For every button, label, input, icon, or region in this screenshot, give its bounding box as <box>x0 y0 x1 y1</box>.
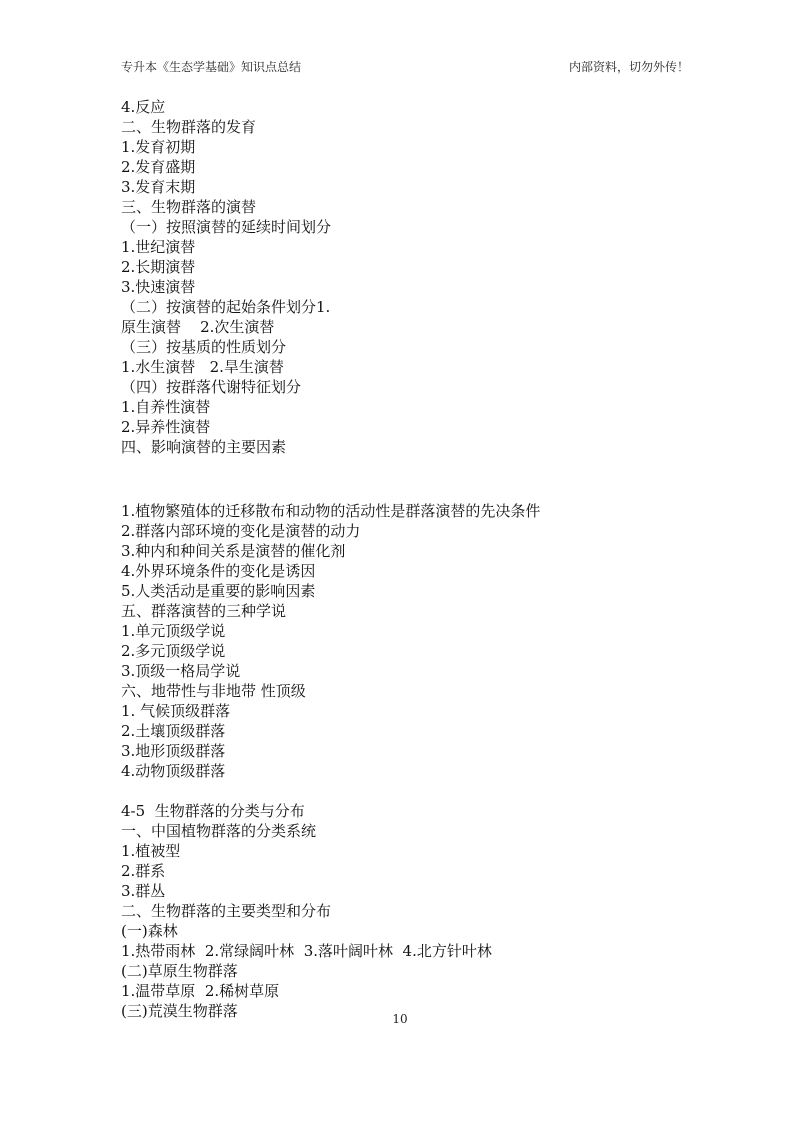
text-line: 1.世纪演替 <box>121 238 196 256</box>
text-block-factors <box>121 501 721 781</box>
text-line: 1. 气候顶级群落 <box>121 702 231 720</box>
text-block-succession <box>121 97 721 457</box>
text-line: 4.外界环境条件的变化是诱因 <box>121 562 316 580</box>
text-line: 2.群落内部环境的变化是演替的动力 <box>121 522 361 540</box>
text-line: 3.顶级一格局学说 <box>121 662 241 680</box>
text-line: （一）按照演替的延续时间划分 <box>121 218 332 236</box>
text-line: 2.群系 <box>121 862 166 880</box>
text-line: 1.植被型 <box>121 842 181 860</box>
text-line: 二、生物群落的发育 <box>121 118 257 136</box>
text-line: 1.自养性演替 <box>121 398 211 416</box>
text-line: 3.地形顶级群落 <box>121 742 226 760</box>
text-line: 一、中国植物群落的分类系统 <box>121 822 317 840</box>
text-line: 2.土壤顶级群落 <box>121 722 226 740</box>
document-body <box>121 97 721 1021</box>
text-line: 4-5 生物群落的分类与分布 <box>121 802 305 820</box>
text-line: (二)草原生物群落 <box>121 962 238 980</box>
text-line: 1.水生演替 2.旱生演替 <box>121 358 284 376</box>
text-line: 三、生物群落的演替 <box>121 198 257 216</box>
text-line: (一)森林 <box>121 922 178 940</box>
text-line: 1.发育初期 <box>121 138 196 156</box>
text-line: 5.人类活动是重要的影响因素 <box>121 582 316 600</box>
blank-line <box>121 479 721 501</box>
text-line: （三）按基质的性质划分 <box>121 338 287 356</box>
text-line: （二）按演替的起始条件划分1. <box>121 298 331 316</box>
text-line: 1.植物繁殖体的迁移散布和动物的活动性是群落演替的先决条件 <box>121 502 541 520</box>
text-line: 3.群丛 <box>121 882 166 900</box>
text-line: 六、地带性与非地带 性顶级 <box>121 682 306 700</box>
text-block-classification <box>121 801 721 1021</box>
header-notice: 内部资料，切勿外传！ <box>568 60 689 74</box>
text-line: 2.多元顶级学说 <box>121 642 226 660</box>
text-line: 1.温带草原 2.稀树草原 <box>121 982 280 1000</box>
blank-line <box>121 781 721 801</box>
text-line: 原生演替 2.次生演替 <box>121 318 275 336</box>
text-line: 3.发育末期 <box>121 178 196 196</box>
blank-line <box>121 457 721 479</box>
text-line: 五、群落演替的三种学说 <box>121 602 287 620</box>
text-line: 3.快速演替 <box>121 278 196 296</box>
header-title: 专升本《生态学基础》知识点总结 <box>121 60 302 74</box>
text-line: 3.种内和种间关系是演替的催化剂 <box>121 542 346 560</box>
text-line: 四、影响演替的主要因素 <box>121 438 287 456</box>
text-line: 4.动物顶级群落 <box>121 762 226 780</box>
text-line: 2.异养性演替 <box>121 418 211 436</box>
text-line: 4.反应 <box>121 98 166 116</box>
text-line: 1.单元顶级学说 <box>121 622 226 640</box>
text-line: （四）按群落代谢特征划分 <box>121 378 302 396</box>
page-number: 10 <box>392 1012 408 1026</box>
text-line: 二、生物群落的主要类型和分布 <box>121 902 332 920</box>
text-line: 1.热带雨林 2.常绿阔叶林 3.落叶阔叶林 4.北方针叶林 <box>121 942 492 960</box>
text-line: (三)荒漠生物群落 <box>121 1002 238 1020</box>
text-line: 2.长期演替 <box>121 258 196 276</box>
text-line: 2.发育盛期 <box>121 158 196 176</box>
